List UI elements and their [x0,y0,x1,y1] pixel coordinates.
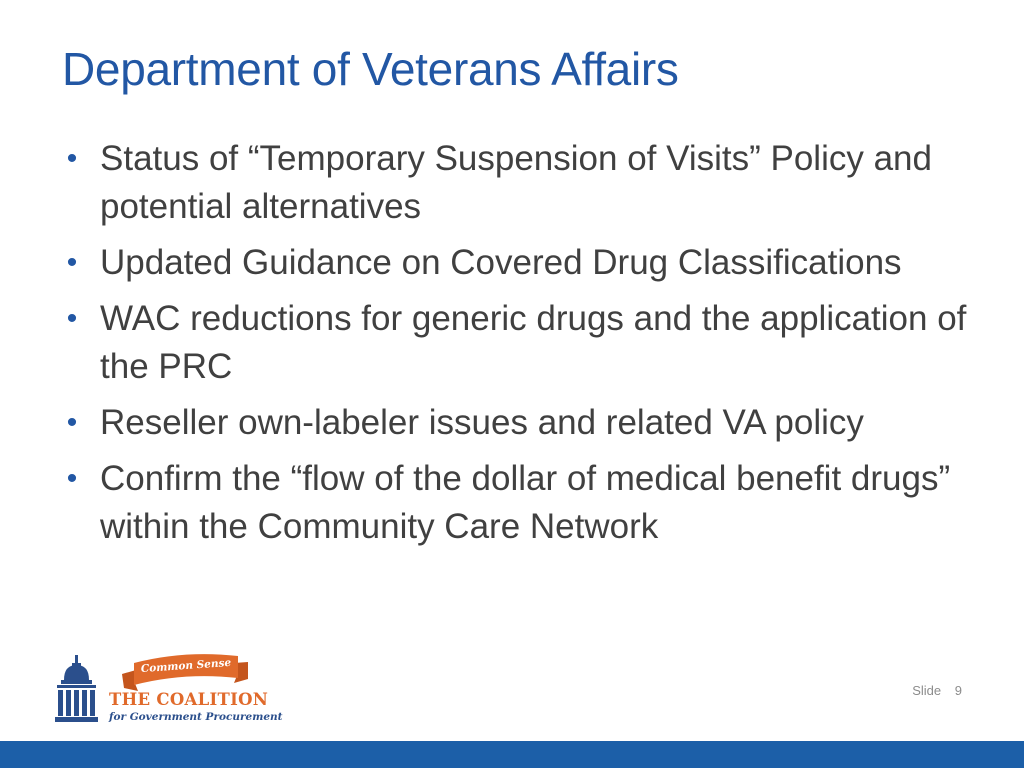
capitol-dome-icon [55,655,98,722]
bullet-text: WAC reductions for generic drugs and the application of the PRC [100,299,967,386]
slide-label: Slide [912,683,942,698]
logo-org-name: THE COALITION [109,690,269,709]
bullet-text: Reseller own-labeler issues and related VA policy [100,403,864,442]
bullet-text: Status of “Temporary Suspension of Visits” Policy and potential alternatives [100,139,932,226]
logo-org-subtitle: for Government Procurement [109,711,283,723]
bullet-item [62,455,982,551]
bullet-list [62,135,982,559]
bullet-icon: • [66,406,78,439]
footer-bar [0,741,1024,768]
bullet-item [62,135,982,231]
slide-number-value: 9 [954,683,962,698]
coalition-logo [52,650,283,730]
bullet-item [62,239,982,287]
bullet-icon: • [66,302,78,335]
bullet-icon: • [66,246,78,279]
bullet-item [62,399,982,447]
bullet-icon: • [66,462,78,495]
bullet-text: Confirm the “flow of the dollar of medical benefit drugs” within the Community Care Network [100,459,951,546]
slide-title: Department of Veterans Affairs [62,43,679,95]
bullet-item [62,295,982,391]
logo-banner-text: Common Sense [140,656,232,676]
slide-number [912,683,962,698]
bullet-icon: • [66,142,78,175]
bullet-text: Updated Guidance on Covered Drug Classifications [100,243,902,282]
